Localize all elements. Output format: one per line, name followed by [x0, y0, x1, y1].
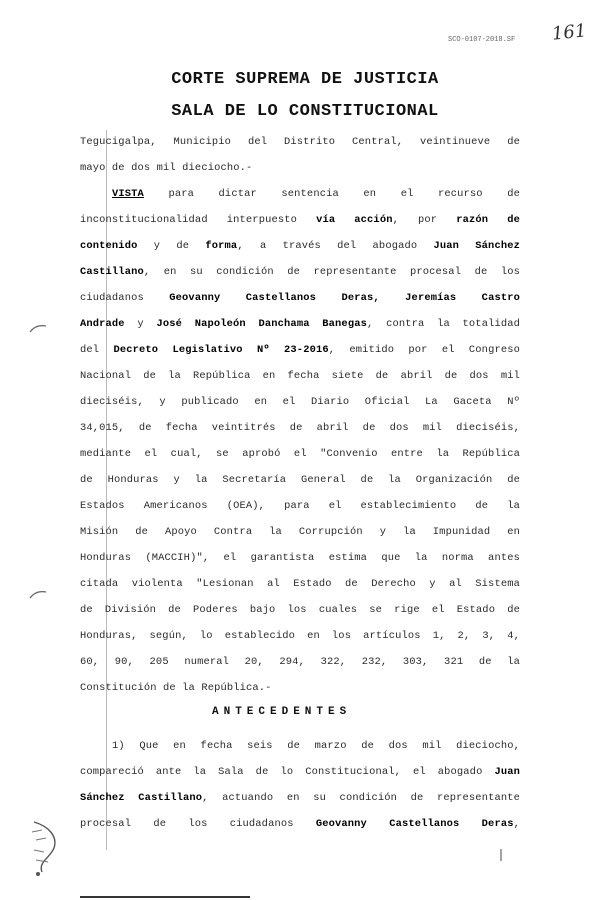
margin-tick-mark [28, 588, 48, 602]
body-line: citada violenta "Lesionan al Estado de Derecho y al Sistema [80, 578, 520, 590]
body-line: dieciséis, y publicado en el Diario Oficial La Gaceta Nº [80, 396, 520, 408]
body-line: procesal de los ciudadanos Geovanny Castellanos Deras, [80, 818, 520, 830]
chamber-title: SALA DE LO CONSTITUCIONAL [171, 102, 439, 121]
body-line: Andrade y José Napoleón Danchama Banegas, contra la totalidad [80, 318, 520, 330]
body-line: Misión de Apoyo Contra la Corrupción y la Impunidad en [80, 526, 520, 538]
seal-stamp-icon [28, 818, 64, 878]
body-line: Estados Americanos (OEA), para el establecimiento de la [80, 500, 520, 512]
body-line: mediante el cual, se aprobó el "Convenio entre la República [80, 448, 520, 460]
body-line: Castillano, en su condición de representante procesal de los [80, 266, 520, 278]
body-line: compareció ante la Sala de lo Constitucional, el abogado Juan [80, 766, 520, 778]
body-line: mayo de dos mil dieciocho.- [80, 162, 253, 174]
body-line: de Honduras y la Secretaría General de la Organización de [80, 474, 520, 486]
body-line: Constitución de la República.- [80, 682, 272, 694]
body-line: inconstitucionalidad interpuesto vía acción, por razón de [80, 214, 520, 226]
body-line: Honduras (MACCIH)", el garantista estima que la norma antes [80, 552, 520, 564]
footer-rule [80, 896, 250, 898]
body-line: contenido y de forma, a través del abogado Juan Sánchez [80, 240, 520, 252]
body-line: ciudadanos Geovanny Castellanos Deras, Jeremías Castro [80, 292, 520, 304]
handwritten-page-number: 161 [550, 20, 588, 45]
body-line: Honduras, según, lo establecido en los artículos 1, 2, 3, 4, [80, 630, 520, 642]
body-line: 1) Que en fecha seis de marzo de dos mil dieciocho, [112, 740, 520, 752]
body-line: Tegucigalpa, Municipio del Distrito Central, veintinueve de [80, 136, 520, 148]
body-line: Nacional de la República en fecha siete de abril de dos mil [80, 370, 520, 382]
body-line: de División de Poderes bajo los cuales se rige el Estado de [80, 604, 520, 616]
section-heading: ANTECEDENTES [212, 706, 352, 718]
margin-tick-mark [498, 848, 504, 862]
margin-tick-mark [28, 322, 48, 336]
court-title: CORTE SUPREMA DE JUSTICIA [171, 70, 439, 89]
body-line: Sánchez Castillano, actuando en su condición de representante [80, 792, 520, 804]
body-line: 60, 90, 205 numeral 20, 294, 322, 232, 303, 321 de la [80, 656, 520, 668]
reference-code: SCO-0107-2018.SF [448, 36, 516, 44]
body-line: VISTA para dictar sentencia en el recurso de [112, 188, 520, 200]
body-line: 34,015, de fecha veintitrés de abril de dos mil dieciséis, [80, 422, 520, 434]
body-line: del Decreto Legislativo Nº 23-2016, emitido por el Congreso [80, 344, 520, 356]
